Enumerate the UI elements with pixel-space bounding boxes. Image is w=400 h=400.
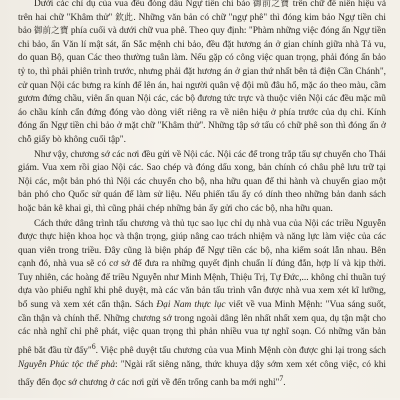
book-title: Đại Nam thực lục [156,300,226,311]
paragraph-memorial-flow [18,149,386,217]
text-segment: phía cuối và dưới chữ vua phê. Theo quy định: "Phàm những việc đóng ấn Ngự tiền chi bảo, ấn Văn lí mật sát, ấn Sắc mệnh chi bảo, đều đặt hương án ở gian chính giữa nhà Tả vu, do quan Bộ, quan Các theo thường tuân làm. Nếu gặp có công việc quan trọng, phải đóng ấn bảo tỷ to, thì phải phiên trình trước, nhưng phải đặt hương án ở gian thứ nhất bên tả điện Cần Chánh", cử quan Nội các bưng ra kính để lên án, hai người quân vệ đội mũ đâu hổ, mặc áo theo màu, cầm gươm đứng chầu, viên ấn quan Nội các, các bộ đương tức trực và thuộc viên Nội các đều mặc mũ áo chầu kính cẩn đứng đóng vào dòng viết riêng ra về niên hiệu ở phía trước của dụ chỉ. Kính đóng ấn Ngự tiền chi bảo ở mặt chữ "Khâm thử". Những tập sớ tấu có chữ phê son thì đóng ấn ở chỗ giấy bò không cuối tập". [18,26,386,145]
cjk-seal-name: 御前之寶 [253,0,290,9]
book-title: Nguyễn Phúc tộc thế phả [18,359,116,370]
cjk-kham-thu: 欽此 [115,12,134,23]
footnote-ref: 6 [91,341,96,351]
text-segment: Cách thức dâng trình tấu chương và thủ tục sao lục chỉ dụ nhà vua của Nội các triều Nguyễn được thực hiện khoa học và thận trọng, giúp nâng cao trách nhiệm và năng lực làm việc của các quan viên trong triều. Đây cũng là biện pháp để Ngự tiền các bộ, nha kiểm soát lẫn nhau. Bên cạnh đó, nhà vua sẽ có cơ sở để đưa ra những quyết định chuẩn lí đúng đắn, hợp lí và kịp thời. Tuy nhiên, các hoàng đế triều Nguyễn như Minh Mệnh, Thiệu Trị, Tự Đức,... không chỉ thuần tuý dựa vào phiếu nghĩ khi phê duyệt, mà các văn bản tấu trình vẫn được nhà vua xem xét kĩ lưỡng, bổ sung và xem xét cẩn thận. Sách [18,218,386,311]
text-segment: : "Ngài rất siêng năng, thức khuya dậy sớm xem xét công việc, có khi thấy đến đọc sớ chương ở các nơi gửi về đến trống canh ba mới nghỉ" [18,359,387,389]
text-segment: Dưới các chỉ dụ của vua đều đóng dấu Ngự tiền chi bảo [34,0,254,9]
body-text [18,0,386,391]
cjk-seal-name: 御前之寶 [33,26,69,37]
text-segment: . Việc phê duyệt tấu chương của vua Minh Mệnh còn được ghi lại trong sách [95,345,386,356]
paragraph-submission-procedure [18,218,386,391]
text-segment: Như vậy, chương sớ các nơi đều gửi về Nội các. Nội các để trong trắp tấu sự chuyển cho Thái giám. Vua xem rồi giao Nội các. Sao chép và đóng dấu xong, bản chính có châu phê lưu trữ tại Nội các, một bản phó thì Nội các chuyển cho bộ, nha hữu quan để thi hành và chuyển giao một bản phó cho Quốc sử quán để làm sử liệu. Nếu phiến tấu ấy có dính theo những bản danh sách hoặc bản kê khai gì, thì cũng phải chép những bản ấy gửi cho các bộ, nha hữu quan. [18,149,386,214]
paragraph-seal-regulations [18,0,386,148]
text-segment: . [283,378,286,389]
text-segment: . Những văn bản có chữ "ngự phê" thì đóng kim bảo Ngự tiền chi bảo [18,12,386,37]
text-segment: trên chữ đề niên hiệu và trên hai chữ "Khâm thử" [18,0,386,23]
footnote-ref: 7 [279,374,284,384]
text-segment: viết về vua Minh Mệnh: "Vua sáng suốt, cần thận và chính thể. Những chương sớ trong ngoài dâng lên nhất nhất xem qua, dụ tận mật cho các nhà nghĩ chỉ phê phát, việc quan trọng thì phản nhiều vua tự nghĩ soạn. Có những văn bản phê bắt đầu từ đấy" [18,300,386,356]
